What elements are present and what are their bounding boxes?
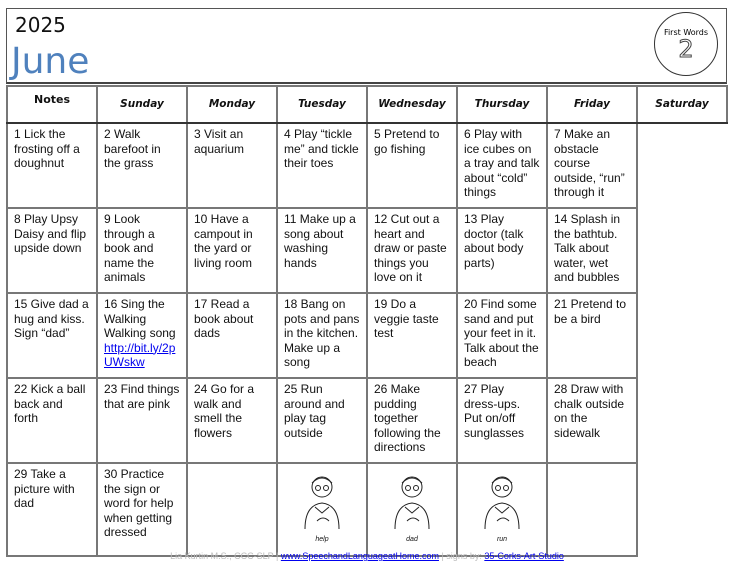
day-activity: 23 Find things that are pink: [104, 382, 180, 411]
day-activity: 11 Make up a song about washing hands: [284, 212, 356, 270]
day-activity: 5 Pretend to go fishing: [374, 127, 440, 156]
footer-site-link[interactable]: www.SpeechandLanguageatHome.com: [280, 551, 439, 561]
day-cell: [187, 208, 277, 293]
week-row: [7, 293, 727, 378]
day-activity: 22 Kick a ball back and forth: [14, 382, 86, 425]
footer-author: Lia Kurtin M.S., CCC-SLP |: [170, 551, 281, 561]
day-activity: 21 Pretend to be a bird: [554, 297, 627, 326]
day-cell: [547, 208, 637, 293]
day-cell: [277, 378, 367, 463]
week-row: [7, 463, 727, 556]
day-cell: [7, 378, 97, 463]
day-cell: [547, 378, 637, 463]
day-activity: 13 Play doctor (talk about body parts): [464, 212, 524, 270]
day-cell: [97, 208, 187, 293]
day-header: Saturday: [637, 86, 727, 123]
day-activity: 10 Have a campout in the yard or living room: [194, 212, 253, 270]
day-cell: [547, 463, 637, 556]
day-activity: 15 Give dad a hug and kiss. Sign “dad”: [14, 297, 89, 340]
day-cell: [367, 378, 457, 463]
day-cell: [547, 123, 637, 208]
day-cell: [547, 293, 637, 378]
sign-word: help: [315, 535, 329, 543]
day-activity: 4 Play “tickle me” and tickle their toes: [284, 127, 359, 170]
footer: [0, 551, 734, 561]
day-cell: [277, 123, 367, 208]
day-cell: [457, 208, 547, 293]
day-activity: 2 Walk barefoot in the grass: [104, 127, 161, 170]
month-title: June: [11, 41, 90, 82]
day-cell: [277, 293, 367, 378]
day-cell: [97, 293, 187, 378]
footer-signs-by: | signs by:: [438, 551, 485, 561]
day-cell: [457, 293, 547, 378]
day-cell: [187, 293, 277, 378]
signing-person-icon: [387, 471, 437, 533]
day-cell: [187, 123, 277, 208]
sign-illustration: [374, 467, 450, 547]
signing-person-icon: [477, 471, 527, 533]
sign-word: dad: [406, 535, 418, 543]
day-header: Friday: [547, 86, 637, 123]
day-cell: [7, 293, 97, 378]
day-cell: [97, 378, 187, 463]
day-cell: [367, 208, 457, 293]
day-activity: 6 Play with ice cubes on a tray and talk about “cold” things: [464, 127, 540, 199]
day-cell: [457, 463, 547, 556]
day-activity: 18 Bang on pots and pans in the kitchen. Make up a song: [284, 297, 360, 369]
week-row: [7, 378, 727, 463]
calendar-header: [6, 8, 727, 84]
day-header: Sunday: [97, 86, 187, 123]
day-cell: [7, 463, 97, 556]
day-cell: [7, 123, 97, 208]
day-activity: 26 Make pudding together following the directions: [374, 382, 441, 454]
day-activity: 14 Splash in the bathtub. Talk about water, wet and bubbles: [554, 212, 621, 284]
day-header: Monday: [187, 86, 277, 123]
notes-column: Notes: [7, 86, 97, 123]
day-cell: [367, 293, 457, 378]
day-cell: [97, 123, 187, 208]
day-activity: 1 Lick the frosting off a doughnut: [14, 127, 80, 170]
day-activity: 8 Play Upsy Daisy and flip upside down: [14, 212, 87, 255]
year: 2025: [15, 13, 66, 37]
footer-studio-link[interactable]: 35-Corks-Art-Studio: [484, 551, 564, 561]
day-cell: [367, 463, 457, 556]
day-activity: 28 Draw with chalk outside on the sidewalk: [554, 382, 625, 440]
day-header: Wednesday: [367, 86, 457, 123]
song-link[interactable]: http://bit.ly/2pUWskw: [104, 340, 176, 369]
day-activity: 29 Take a picture with dad: [14, 467, 75, 510]
day-cell: [7, 208, 97, 293]
day-activity: 7 Make an obstacle course outside, “run” through it: [554, 127, 625, 199]
first-words-badge: [654, 12, 718, 76]
badge-number: 2: [678, 35, 694, 63]
day-activity: 27 Play dress-ups. Put on/off sunglasses: [464, 382, 525, 440]
week-row: [7, 123, 727, 208]
day-activity: 12 Cut out a heart and draw or paste things you love on it: [374, 212, 447, 284]
day-cell: [457, 378, 547, 463]
day-activity: 9 Look through a book and name the animals: [104, 212, 155, 284]
day-activity: 24 Go for a walk and smell the flowers: [194, 382, 255, 440]
sign-illustration: [284, 467, 360, 547]
sign-illustration: [464, 467, 540, 547]
day-activity: 17 Read a book about dads: [194, 297, 254, 340]
day-cell: [457, 123, 547, 208]
day-cell: [97, 463, 187, 556]
day-cell: [277, 463, 367, 556]
day-activity: 16 Sing the Walking Walking song: [104, 297, 176, 340]
day-header: Tuesday: [277, 86, 367, 123]
day-cell: [277, 208, 367, 293]
day-cell: [367, 123, 457, 208]
badge-label: First Words: [663, 28, 709, 37]
signing-person-icon: [297, 471, 347, 533]
day-activity: 19 Do a veggie taste test: [374, 297, 439, 340]
day-activity: 3 Visit an aquarium: [194, 127, 245, 156]
day-activity: 30 Practice the sign or word for help when getting dressed: [104, 467, 174, 539]
week-row: [7, 208, 727, 293]
calendar-grid: [6, 85, 728, 557]
day-cell: [187, 378, 277, 463]
sign-word: run: [496, 535, 508, 543]
day-cell: [187, 463, 277, 556]
day-activity: 20 Find some sand and put your feet in it. Talk about the beach: [464, 297, 539, 369]
day-header: Thursday: [457, 86, 547, 123]
day-activity: 25 Run around and play tag outside: [284, 382, 345, 440]
